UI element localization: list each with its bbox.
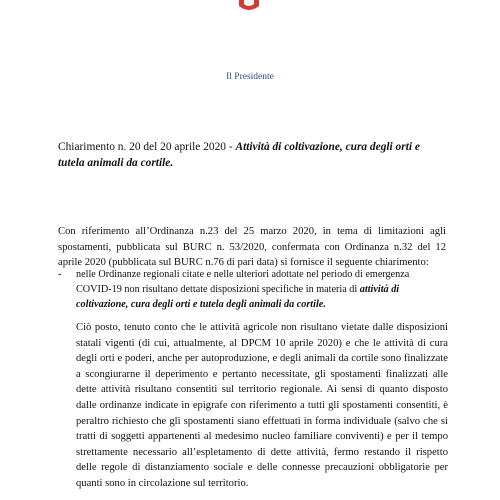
region-crest-icon (236, 0, 262, 12)
bullet-emphasis: attività di coltivazione, cura degli orti e tutela degli animali da cortile. (76, 283, 400, 310)
body-paragraph: Ciò posto, tenuto conto che le attività agricole non risultano vietate dalle disposizioni statali vigenti (di cui, attualmente, al DPCM 10 aprile 2020) e che le attività di cura degli orti e poderi, anche per autoproduzione, e degli animali da cortile sono finalizzate a scongiurarne il deperimento e pertanto necessitate, gli spostamenti finalizzati alle dette attività risultano consentiti sul territorio regionale. Ai sensi di quanto disposto dalle ordinanze indicate in epigrafe con riferimento a tutti gli spostamenti consentiti, è peraltro richiesto che gli spostamenti siano effettuati in forma individuale (salvo che si tratti di soggetti appartenenti al medesimo nucleo familiare conviventi) e per il tempo strettamente necessario all’espletamento di dette attività, fermo restando il rispetto delle regole di distanziamento sociale e delle connesse precauzioni obbligatorie per quanti sono in circolazione sul territorio. (76, 322, 448, 489)
intro-paragraph: Con riferimento all’Ordinanza n.23 del 25 marzo 2020, in tema di limitazioni agli spostamenti, pubblicata sul BURC n. 53/2020, confermata con Ordinanza n.32 del 12 aprile 2020 (pubblicata sul BURC n.76 di pari data) si fornisce il seguente chiarimento: (58, 226, 446, 268)
bullet-marker: - (58, 269, 62, 280)
title-subject: Attività di coltivazione, cura degli orti e tutela animali da cortile. (58, 141, 420, 169)
president-label: Il Presidente (226, 72, 274, 82)
bullet-body: nelle Ordinanze regionali citate e nelle ulteriori adottate nel periodo di emergenza COVID-19 non risultano dettate disposizioni specifiche in materia di (76, 269, 410, 295)
title-prefix: Chiarimento n. 20 del 20 aprile 2020 - (58, 141, 236, 153)
bullet-text (76, 268, 446, 312)
document-title (58, 139, 448, 171)
